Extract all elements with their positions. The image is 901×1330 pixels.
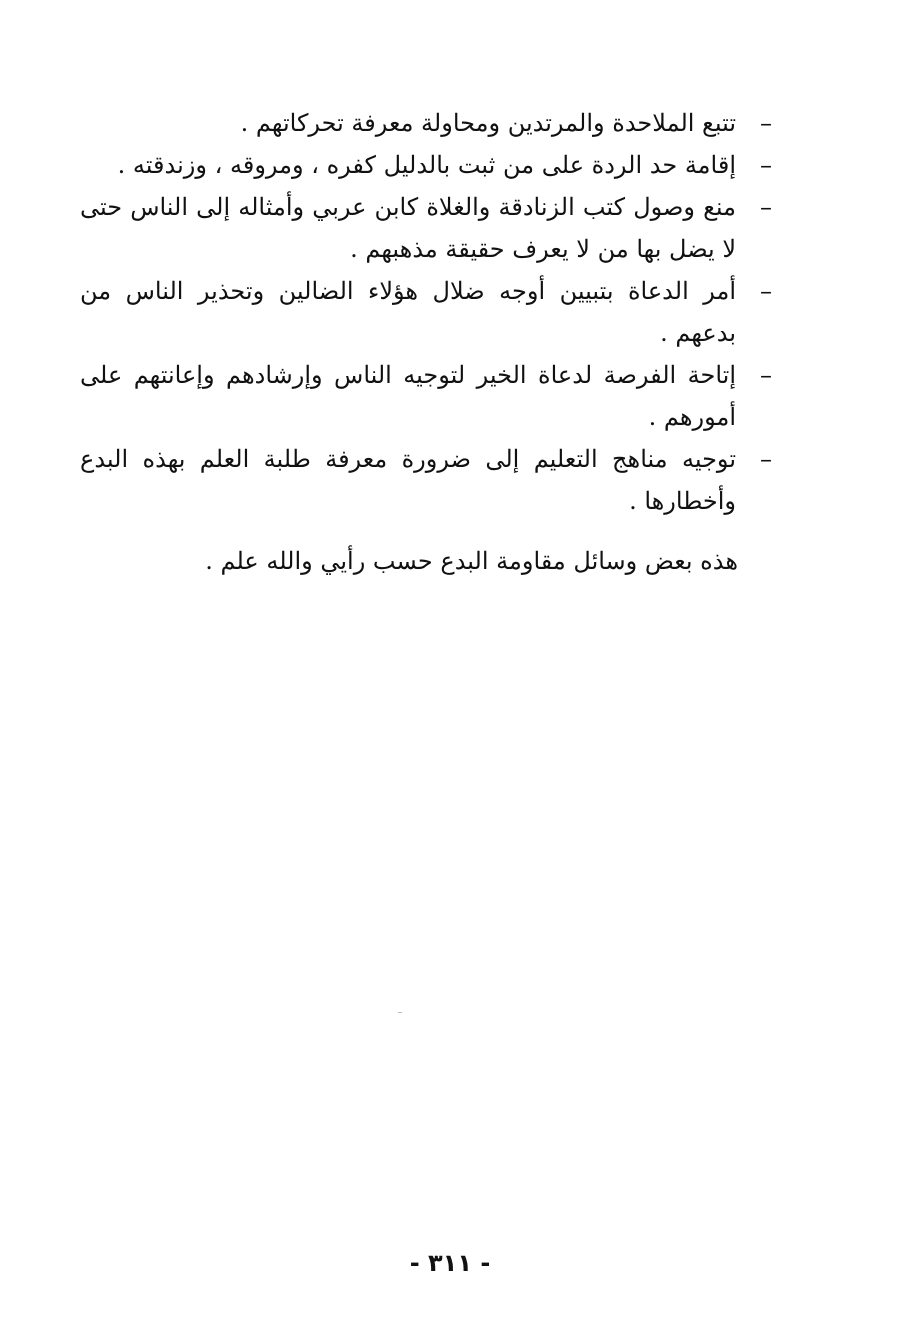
page-number: - ٣١١ - (409, 1249, 491, 1277)
body-text (80, 102, 792, 582)
list-item (80, 102, 792, 144)
list-item (80, 438, 792, 522)
bullet-dash: – (760, 109, 772, 137)
list-item (80, 186, 792, 270)
bullet-dash: – (760, 277, 772, 305)
bullet-dash: – (760, 361, 772, 389)
list-item-text: توجيه مناهج التعليم إلى ضرورة معرفة طلبة العلم بهذه البدع وأخطارها . (80, 445, 736, 515)
print-speck (398, 1012, 402, 1013)
bullet-dash: – (760, 193, 772, 221)
list-item (80, 270, 792, 354)
list-item (80, 144, 792, 186)
list-item (80, 354, 792, 438)
list-item-text: إتاحة الفرصة لدعاة الخير لتوجيه الناس وإرشادهم وإعانتهم على أمورهم . (80, 361, 736, 431)
list-item-text: تتبع الملاحدة والمرتدين ومحاولة معرفة تحركاتهم . (240, 109, 736, 137)
measures-list (80, 102, 792, 522)
bullet-dash: – (760, 151, 772, 179)
list-item-text: إقامة حد الردة على من ثبت بالدليل كفره ، ومروقه ، وزندقته . (117, 151, 736, 179)
list-item-text: منع وصول كتب الزنادقة والغلاة كابن عربي وأمثاله إلى الناس حتى لا يضل بها من لا يعرف حقيقة مذهبهم . (80, 193, 736, 263)
list-item-text: أمر الدعاة بتبيين أوجه ضلال هؤلاء الضالين وتحذير الناس من بدعهم . (80, 277, 736, 347)
conclusion-paragraph: هذه بعض وسائل مقاومة البدع حسب رأيي والله علم . (205, 547, 738, 575)
bullet-dash: – (760, 445, 772, 473)
